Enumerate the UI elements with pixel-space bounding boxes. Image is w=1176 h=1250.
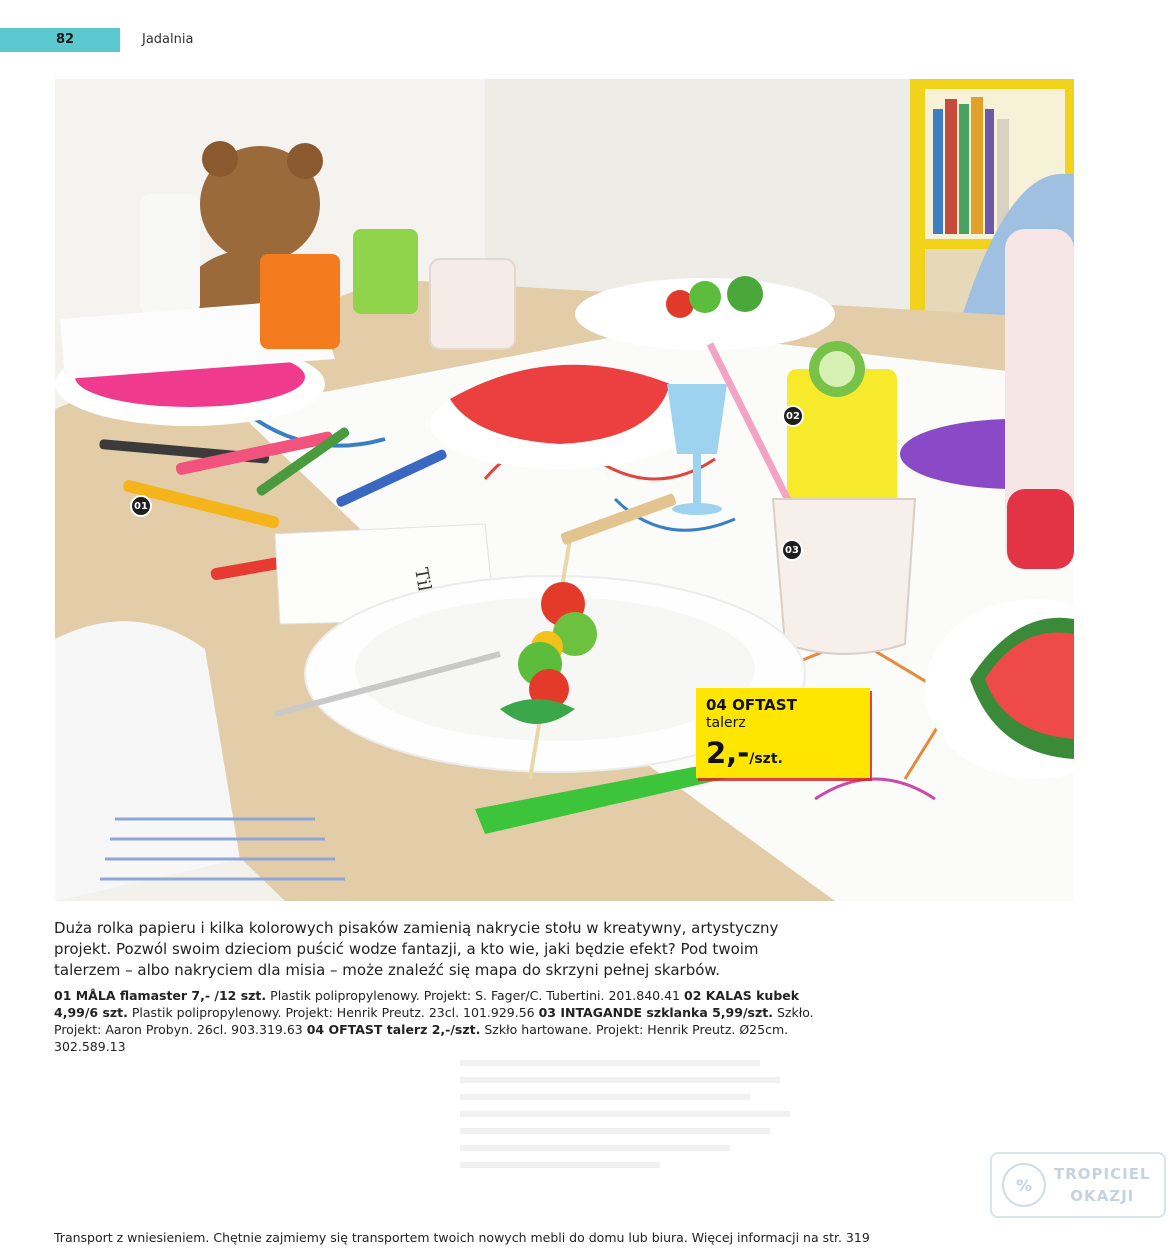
section-title: Jadalnia: [142, 32, 194, 47]
show-through-lines: [460, 1055, 960, 1175]
price-tag-price: 2,-: [706, 736, 750, 770]
callout-02: 02: [782, 405, 804, 427]
watermark-line-2: OKAZJI: [1070, 1187, 1135, 1205]
percent-icon: %: [1002, 1163, 1046, 1207]
table-scene-illustration: [55, 79, 1074, 901]
callout-01: 01: [130, 495, 152, 517]
watermark-text: [1054, 1163, 1151, 1207]
product-details-3: Szkło. Projekt: Aaron Probyn. 26cl. 903.319.63: [54, 1005, 814, 1037]
watermark-line-1: TROPICIEL: [1054, 1165, 1151, 1183]
product-details-2: Plastik polipropylenowy. Projekt: Henrik Preutz. 23cl. 101.929.56: [131, 1005, 535, 1020]
footer-note: Transport z wniesieniem. Chętnie zajmiemy się transportem twoich nowych mebli do domu lub biura. Więcej informacji na str. 319: [54, 1230, 870, 1245]
product-title-3: 03 INTAGANDE szklanka 5,99/szt.: [538, 1005, 773, 1020]
callout-03: 03: [781, 539, 803, 561]
price-tag-oftast: [696, 688, 870, 778]
product-photo: [55, 79, 1074, 901]
intro-text: Duża rolka papieru i kilka kolorowych pisaków zamienią nakrycie stołu w kreatywny, artystyczny projekt. Pozwól swoim dzieciom puścić wodze fantazji, a kto wie, jaki będzie efekt? Pod twoim talerzem – albo nakryciem dla misia – może znaleźć się mapa do skrzyni pełnej skarbów.: [54, 919, 779, 979]
price-tag-price-row: [706, 736, 860, 770]
page-number-tab: [0, 28, 120, 52]
product-title-4: 04 OFTAST talerz 2,-/szt.: [306, 1022, 481, 1037]
product-list: [54, 987, 844, 1055]
show-through-texture: [460, 1055, 960, 1175]
product-title-2: 02 KALAS kubek 4,99/6 szt.: [54, 988, 800, 1020]
product-details-4: Szkło hartowane. Projekt: Henrik Preutz. Ø25cm. 302.589.13: [54, 1022, 789, 1054]
price-tag-unit: /szt.: [749, 751, 783, 767]
product-details-1: Plastik polipropylenowy. Projekt: S. Fager/C. Tubertini. 201.840.41: [270, 988, 681, 1003]
price-tag-name: 04 OFTAST: [706, 696, 797, 714]
price-tag-description: talerz: [706, 715, 746, 731]
page-number: 82: [56, 32, 75, 47]
watermark-logo: [990, 1152, 1166, 1218]
product-title-1: 01 MÅLA flamaster 7,- /12 szt.: [54, 988, 267, 1003]
